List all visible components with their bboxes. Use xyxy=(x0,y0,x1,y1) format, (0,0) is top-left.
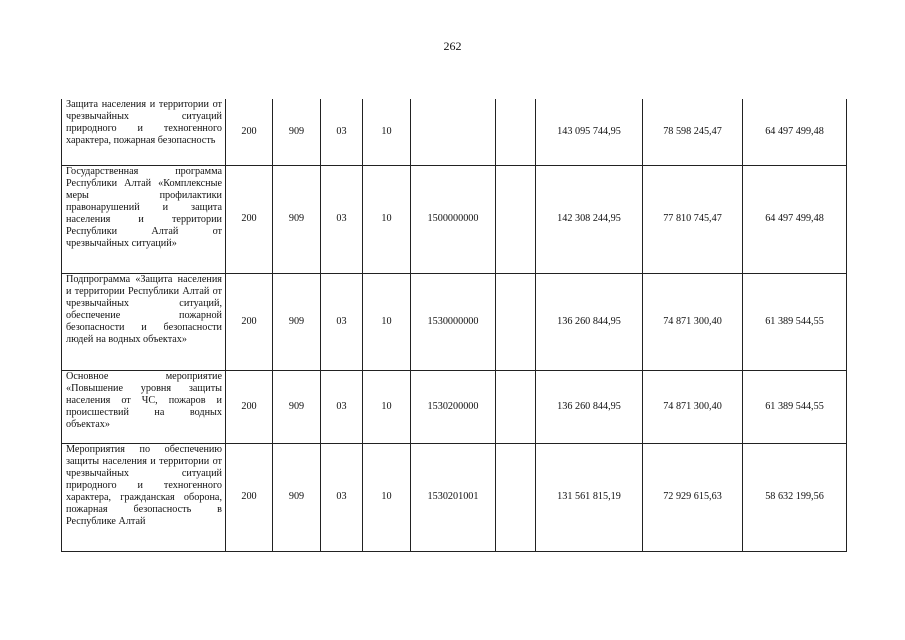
row-name: Основное мероприятие «Повышение уровня защиты населения от ЧС, пожаров и происшествий на водных объектах» xyxy=(62,370,226,443)
cell-col-a: 200 xyxy=(226,165,273,273)
page-number: 262 xyxy=(443,39,462,53)
cell-code: 1530200000 xyxy=(411,370,496,443)
row-name: Защита населения и территории от чрезвычайных ситуаций природного и техногенного характера, пожарная безопасность xyxy=(62,99,226,165)
cell-amount-3: 61 389 544,55 xyxy=(743,273,847,370)
cell-code: 1530201001 xyxy=(411,443,496,551)
cell-amount-2: 72 929 615,63 xyxy=(643,443,743,551)
cell-type xyxy=(496,273,536,370)
cell-col-d: 10 xyxy=(363,443,411,551)
cell-type xyxy=(496,165,536,273)
cell-amount-3: 58 632 199,56 xyxy=(743,443,847,551)
cell-amount-2: 74 871 300,40 xyxy=(643,273,743,370)
cell-amount-1: 136 260 844,95 xyxy=(536,370,643,443)
cell-amount-1: 142 308 244,95 xyxy=(536,165,643,273)
table-row xyxy=(62,99,847,165)
cell-amount-2: 78 598 245,47 xyxy=(643,99,743,165)
cell-col-b: 909 xyxy=(273,99,321,165)
table-row xyxy=(62,165,847,273)
table-row xyxy=(62,370,847,443)
cell-col-c: 03 xyxy=(321,99,363,165)
cell-code: 1530000000 xyxy=(411,273,496,370)
cell-col-c: 03 xyxy=(321,273,363,370)
cell-col-c: 03 xyxy=(321,370,363,443)
cell-amount-1: 131 561 815,19 xyxy=(536,443,643,551)
cell-col-c: 03 xyxy=(321,165,363,273)
cell-col-d: 10 xyxy=(363,99,411,165)
cell-col-b: 909 xyxy=(273,443,321,551)
cell-type xyxy=(496,370,536,443)
row-name: Государственная программа Республики Алтай «Комплексные меры профилактики правонарушений и защита населения и территории Республики Алтай от чрезвычайных ситуаций» xyxy=(62,165,226,273)
cell-amount-1: 143 095 744,95 xyxy=(536,99,643,165)
cell-col-b: 909 xyxy=(273,165,321,273)
cell-col-a: 200 xyxy=(226,99,273,165)
cell-col-d: 10 xyxy=(363,273,411,370)
cell-code: 1500000000 xyxy=(411,165,496,273)
cell-amount-3: 61 389 544,55 xyxy=(743,370,847,443)
cell-amount-3: 64 497 499,48 xyxy=(743,99,847,165)
table-row xyxy=(62,443,847,551)
cell-col-a: 200 xyxy=(226,273,273,370)
cell-type xyxy=(496,99,536,165)
row-name: Подпрограмма «Защита населения и территории Республики Алтай от чрезвычайных ситуаций, обеспечение пожарной безопасности и безопасности людей на водных объектах» xyxy=(62,273,226,370)
cell-type xyxy=(496,443,536,551)
cell-col-b: 909 xyxy=(273,273,321,370)
cell-col-c: 03 xyxy=(321,443,363,551)
cell-amount-3: 64 497 499,48 xyxy=(743,165,847,273)
cell-col-d: 10 xyxy=(363,370,411,443)
row-name: Мероприятия по обеспечению защиты населения и территории от чрезвычайных ситуаций природного и техногенного характера, гражданская оборона, пожарная безопасность в Республике Алтай xyxy=(62,443,226,551)
table-row xyxy=(62,273,847,370)
cell-col-d: 10 xyxy=(363,165,411,273)
cell-col-b: 909 xyxy=(273,370,321,443)
cell-code xyxy=(411,99,496,165)
budget-table xyxy=(61,99,847,552)
cell-amount-2: 77 810 745,47 xyxy=(643,165,743,273)
cell-amount-2: 74 871 300,40 xyxy=(643,370,743,443)
cell-col-a: 200 xyxy=(226,370,273,443)
cell-col-a: 200 xyxy=(226,443,273,551)
cell-amount-1: 136 260 844,95 xyxy=(536,273,643,370)
